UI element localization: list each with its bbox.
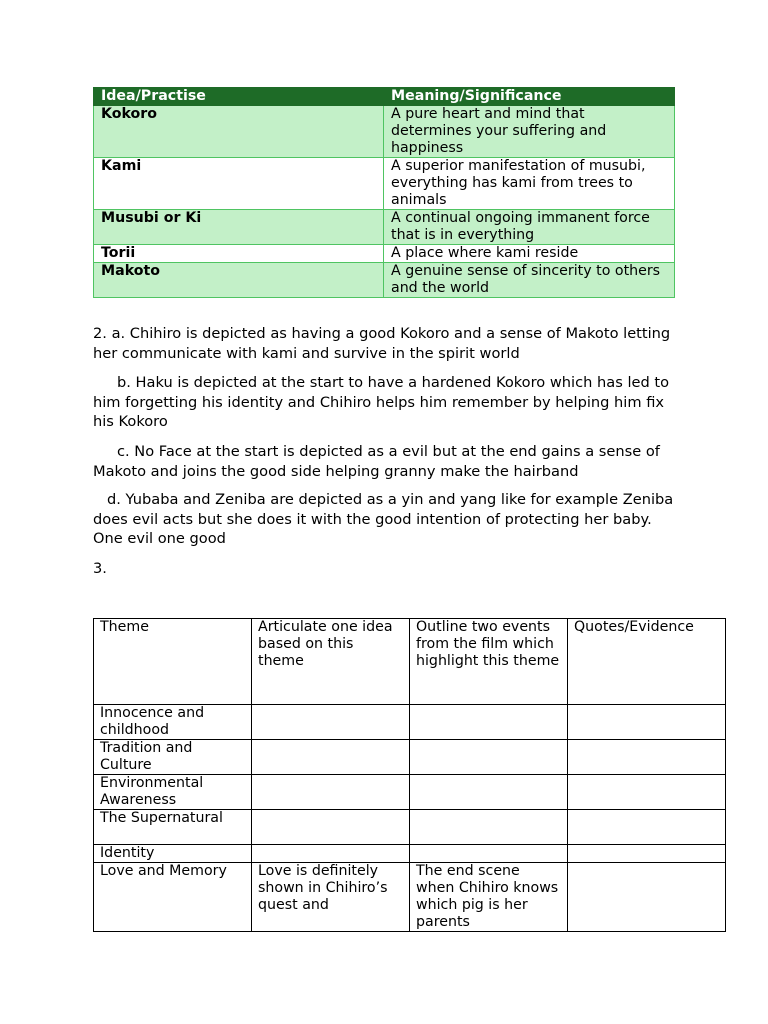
theme-cell: Love and Memory: [94, 863, 252, 932]
header-quotes: Quotes/Evidence: [568, 619, 726, 705]
header-idea: Articulate one idea based on this theme: [252, 619, 410, 705]
table-cell: [568, 775, 726, 810]
table-row: [94, 210, 675, 245]
answer-2a: 2. a. Chihiro is depicted as having a good Kokoro and a sense of Makoto letting her communicate with kami and survive in the spirit world: [93, 325, 671, 362]
table-row: [94, 775, 726, 810]
table-cell: [252, 845, 410, 863]
meaning-cell: A superior manifestation of musubi, everything has kami from trees to animals: [384, 158, 675, 210]
question-3-label: 3.: [93, 560, 107, 577]
table-cell: [568, 740, 726, 775]
table-cell: [410, 845, 568, 863]
shinto-concepts-table: [93, 87, 675, 298]
table-cell: [252, 810, 410, 845]
table-header-row: [94, 88, 675, 106]
term-cell: Kami: [94, 158, 384, 210]
meaning-cell: A pure heart and mind that determines your suffering and happiness: [384, 106, 675, 158]
themes-table: [93, 618, 726, 932]
table-row: [94, 263, 675, 298]
table-row: [94, 863, 726, 932]
header-theme: Theme: [94, 619, 252, 705]
table-cell: [252, 705, 410, 740]
table-cell: [410, 775, 568, 810]
meaning-cell: A continual ongoing immanent force that is in everything: [384, 210, 675, 245]
theme-cell: Innocence and childhood: [94, 705, 252, 740]
term-cell: Torii: [94, 245, 384, 263]
term-cell: Kokoro: [94, 106, 384, 158]
table-cell: [568, 845, 726, 863]
table-cell: Love is definitely shown in Chihiro’s quest and: [252, 863, 410, 932]
table-cell: [410, 810, 568, 845]
table-row: [94, 705, 726, 740]
table-cell: [568, 863, 726, 932]
table-cell: [410, 705, 568, 740]
table-cell: [252, 775, 410, 810]
table-cell: [252, 740, 410, 775]
theme-cell: Identity: [94, 845, 252, 863]
table-row: [94, 158, 675, 210]
term-cell: Makoto: [94, 263, 384, 298]
table-header-row: [94, 619, 726, 705]
header-idea: Idea/Practise: [94, 88, 384, 106]
table-row: [94, 106, 675, 158]
theme-cell: Tradition and Culture: [94, 740, 252, 775]
answer-2b: b. Haku is depicted at the start to have a hardened Kokoro which has led to him forgetting his identity and Chihiro helps him remember by helping him fix his Kokoro: [93, 374, 670, 430]
theme-cell: Environmental Awareness: [94, 775, 252, 810]
term-cell: Musubi or Ki: [94, 210, 384, 245]
theme-cell: The Supernatural: [94, 810, 252, 845]
table-cell: [568, 705, 726, 740]
meaning-cell: A place where kami reside: [384, 245, 675, 263]
header-meaning: Meaning/Significance: [384, 88, 675, 106]
table-row: [94, 810, 726, 845]
table-row: [94, 245, 675, 263]
table-cell: [410, 740, 568, 775]
table-cell: [568, 810, 726, 845]
meaning-cell: A genuine sense of sincerity to others and the world: [384, 263, 675, 298]
table-row: [94, 845, 726, 863]
table-cell: The end scene when Chihiro knows which pig is her parents: [410, 863, 568, 932]
answer-2d: d. Yubaba and Zeniba are depicted as a yin and yang like for example Zeniba does evil acts but she does it with the good intention of protecting her baby. One evil one good: [93, 491, 674, 547]
table-row: [94, 740, 726, 775]
answer-2c: c. No Face at the start is depicted as a evil but at the end gains a sense of Makoto and joins the good side helping granny make the hairband: [93, 443, 660, 480]
header-events: Outline two events from the film which highlight this theme: [410, 619, 568, 705]
